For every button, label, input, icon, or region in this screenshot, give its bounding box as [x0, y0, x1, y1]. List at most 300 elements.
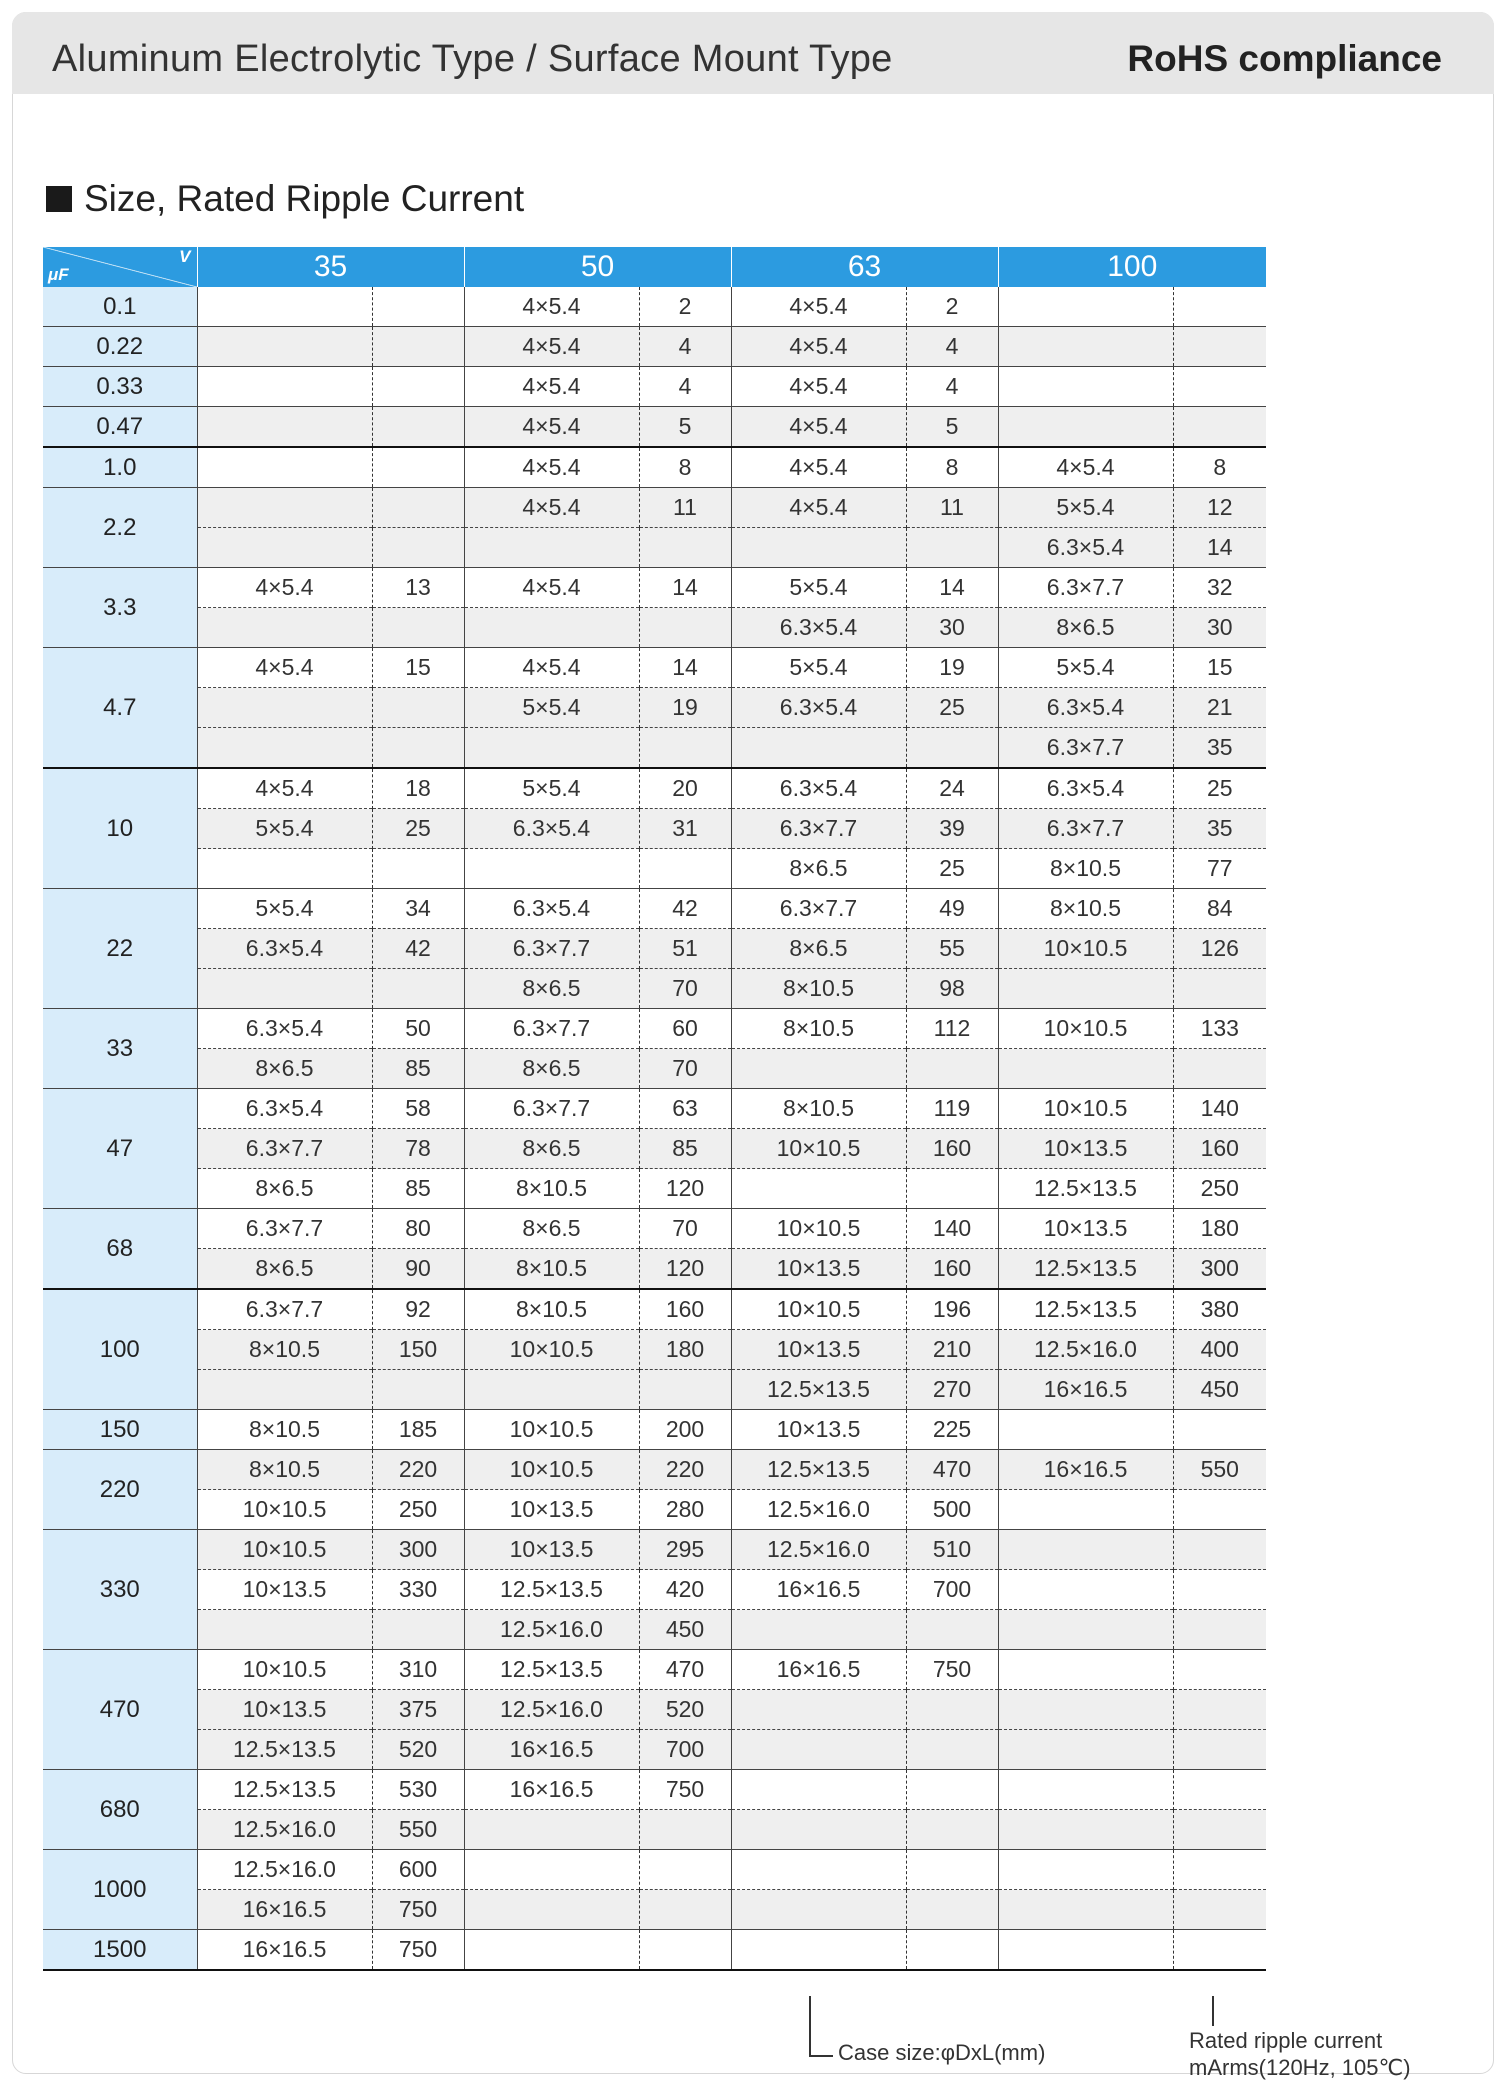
ripple-current-cell: 34 [372, 889, 464, 929]
case-size-cell [731, 728, 906, 769]
ripple-current-cell [372, 969, 464, 1009]
ripple-current-cell: 310 [372, 1650, 464, 1690]
table-row [43, 1890, 1266, 1930]
case-size-cell: 6.3×5.4 [731, 608, 906, 648]
case-size-cell: 4×5.4 [464, 367, 639, 407]
case-size-cell [998, 287, 1173, 327]
capacitance-cell: 0.22 [43, 327, 197, 367]
case-size-cell: 8×10.5 [464, 1169, 639, 1209]
ripple-current-cell: 85 [372, 1049, 464, 1089]
voltage-unit-label: V [179, 247, 191, 266]
ripple-current-cell [372, 367, 464, 407]
case-size-cell: 4×5.4 [464, 407, 639, 448]
case-size-cell: 6.3×7.7 [197, 1289, 372, 1330]
ripple-current-cell [639, 1850, 731, 1890]
page-title: Aluminum Electrolytic Type / Surface Mount Type [52, 38, 893, 80]
case-size-cell: 10×10.5 [731, 1209, 906, 1249]
ripple-current-cell: 25 [906, 849, 998, 889]
case-size-cell: 8×10.5 [731, 1009, 906, 1049]
ripple-current-cell: 280 [639, 1490, 731, 1530]
voltage-header-50: 50 [464, 247, 731, 287]
ripple-current-cell [372, 688, 464, 728]
table-row [43, 648, 1266, 688]
case-size-leader-horizontal [809, 2055, 833, 2057]
case-size-cell [998, 1770, 1173, 1810]
ripple-current-cell: 112 [906, 1009, 998, 1049]
case-size-cell: 10×13.5 [197, 1690, 372, 1730]
table-row [43, 1850, 1266, 1890]
case-size-cell: 10×13.5 [464, 1490, 639, 1530]
ripple-current-cell: 50 [372, 1009, 464, 1049]
case-size-cell: 10×10.5 [464, 1330, 639, 1370]
table-row [43, 287, 1266, 327]
ripple-current-cell: 750 [906, 1650, 998, 1690]
case-size-cell: 12.5×13.5 [464, 1650, 639, 1690]
ripple-current-cell: 470 [906, 1450, 998, 1490]
ripple-current-cell: 600 [372, 1850, 464, 1890]
ripple-current-cell [906, 1770, 998, 1810]
table-row [43, 1690, 1266, 1730]
ripple-current-cell: 14 [906, 568, 998, 608]
case-size-cell: 16×16.5 [998, 1450, 1173, 1490]
case-size-cell: 8×10.5 [197, 1330, 372, 1370]
table-row [43, 929, 1266, 969]
case-size-cell: 6.3×5.4 [464, 889, 639, 929]
case-size-cell [998, 1730, 1173, 1770]
ripple-current-cell: 550 [372, 1810, 464, 1850]
table-row [43, 1450, 1266, 1490]
case-size-cell: 4×5.4 [998, 447, 1173, 488]
case-size-cell: 8×6.5 [197, 1049, 372, 1089]
ripple-current-cell [906, 1730, 998, 1770]
ripple-current-cell [1173, 1930, 1266, 1971]
case-size-cell [998, 327, 1173, 367]
case-size-cell [197, 849, 372, 889]
ripple-current-cell: 4 [906, 327, 998, 367]
ripple-current-cell: 30 [1173, 608, 1266, 648]
ripple-current-cell [906, 1610, 998, 1650]
ripple-current-cell [1173, 1610, 1266, 1650]
case-size-cell: 10×10.5 [197, 1650, 372, 1690]
case-size-cell [464, 1810, 639, 1850]
ripple-leader-vertical [1212, 1996, 1214, 2026]
table-row [43, 1610, 1266, 1650]
ripple-current-cell: 140 [1173, 1089, 1266, 1129]
ripple-current-cell: 140 [906, 1209, 998, 1249]
case-size-cell: 6.3×5.4 [998, 768, 1173, 809]
ripple-current-cell: 12 [1173, 488, 1266, 528]
ripple-current-cell [1173, 1850, 1266, 1890]
case-size-cell: 16×16.5 [998, 1370, 1173, 1410]
case-size-cell [197, 728, 372, 769]
ripple-current-cell: 60 [639, 1009, 731, 1049]
ripple-current-cell: 92 [372, 1289, 464, 1330]
ripple-current-cell [639, 728, 731, 769]
table-row [43, 1209, 1266, 1249]
ripple-current-cell: 70 [639, 969, 731, 1009]
case-size-cell: 10×13.5 [731, 1249, 906, 1290]
case-size-cell: 4×5.4 [464, 648, 639, 688]
case-size-cell: 8×10.5 [464, 1289, 639, 1330]
ripple-current-cell: 160 [639, 1289, 731, 1330]
ripple-current-cell [372, 608, 464, 648]
ripple-current-cell [906, 1169, 998, 1209]
case-size-cell: 4×5.4 [731, 447, 906, 488]
case-size-cell [731, 1730, 906, 1770]
ripple-current-cell: 15 [372, 648, 464, 688]
capacitance-cell: 22 [43, 889, 197, 1009]
case-size-cell [731, 1930, 906, 1971]
ripple-current-cell [906, 1890, 998, 1930]
table-row [43, 1330, 1266, 1370]
table-row [43, 407, 1266, 448]
ripple-current-cell [1173, 367, 1266, 407]
case-size-cell [197, 287, 372, 327]
case-size-cell [998, 1690, 1173, 1730]
table-row [43, 688, 1266, 728]
case-size-cell: 6.3×5.4 [731, 688, 906, 728]
case-size-cell: 5×5.4 [197, 889, 372, 929]
case-size-note: Case size:φDxL(mm) [838, 2040, 1046, 2065]
ripple-current-cell: 700 [639, 1730, 731, 1770]
case-size-cell: 6.3×7.7 [731, 809, 906, 849]
case-size-cell: 6.3×5.4 [464, 809, 639, 849]
case-size-cell [464, 1890, 639, 1930]
ripple-current-cell: 119 [906, 1089, 998, 1129]
case-size-cell: 10×13.5 [998, 1209, 1173, 1249]
case-size-cell [998, 1810, 1173, 1850]
ripple-current-cell: 11 [906, 488, 998, 528]
capacitance-cell: 470 [43, 1650, 197, 1770]
table-row [43, 1249, 1266, 1290]
case-size-cell [998, 1850, 1173, 1890]
ripple-current-cell: 450 [1173, 1370, 1266, 1410]
ripple-note [1189, 2027, 1411, 2081]
case-size-cell: 8×10.5 [998, 889, 1173, 929]
section-heading [46, 178, 524, 220]
ripple-current-cell: 85 [639, 1129, 731, 1169]
case-size-cell: 8×6.5 [464, 1049, 639, 1089]
ripple-current-cell: 750 [372, 1930, 464, 1971]
capacitance-cell: 4.7 [43, 648, 197, 769]
capacitance-cell: 10 [43, 768, 197, 889]
table-row [43, 1009, 1266, 1049]
case-size-cell [197, 608, 372, 648]
ripple-current-cell: 14 [639, 568, 731, 608]
case-size-cell [197, 367, 372, 407]
table-row [43, 367, 1266, 407]
ripple-current-cell: 51 [639, 929, 731, 969]
case-size-cell [731, 1770, 906, 1810]
ripple-current-cell: 4 [639, 327, 731, 367]
ripple-current-cell: 470 [639, 1650, 731, 1690]
table-row [43, 447, 1266, 488]
ripple-current-cell: 380 [1173, 1289, 1266, 1330]
case-size-cell: 10×10.5 [197, 1530, 372, 1570]
case-size-cell: 6.3×5.4 [998, 688, 1173, 728]
table-row [43, 849, 1266, 889]
ripple-current-cell: 4 [639, 367, 731, 407]
case-size-cell: 10×10.5 [998, 1089, 1173, 1129]
case-size-cell: 12.5×13.5 [731, 1370, 906, 1410]
ripple-current-cell: 5 [906, 407, 998, 448]
table-row [43, 889, 1266, 929]
case-size-cell: 6.3×5.4 [197, 929, 372, 969]
ripple-current-cell: 85 [372, 1169, 464, 1209]
ripple-current-cell [1173, 327, 1266, 367]
case-size-cell: 4×5.4 [731, 327, 906, 367]
ripple-current-cell [1173, 1049, 1266, 1089]
ripple-current-cell: 120 [639, 1249, 731, 1290]
case-size-cell: 5×5.4 [731, 568, 906, 608]
table-row [43, 1530, 1266, 1570]
ripple-current-cell: 5 [639, 407, 731, 448]
ripple-current-cell: 98 [906, 969, 998, 1009]
ripple-current-cell: 160 [1173, 1129, 1266, 1169]
ripple-current-cell [372, 728, 464, 769]
case-size-cell [998, 1890, 1173, 1930]
ripple-current-cell: 420 [639, 1570, 731, 1610]
case-size-cell: 8×6.5 [464, 1129, 639, 1169]
case-size-cell: 6.3×7.7 [197, 1209, 372, 1249]
table-row [43, 809, 1266, 849]
capacitance-unit-label: μF [48, 265, 69, 284]
case-size-cell [998, 1570, 1173, 1610]
case-size-cell: 4×5.4 [197, 568, 372, 608]
case-size-cell: 12.5×13.5 [197, 1730, 372, 1770]
ripple-current-cell [906, 1049, 998, 1089]
table-row [43, 1810, 1266, 1850]
ripple-current-cell [639, 849, 731, 889]
ripple-current-cell: 20 [639, 768, 731, 809]
ripple-current-cell: 49 [906, 889, 998, 929]
ripple-current-cell [1173, 1690, 1266, 1730]
ripple-current-cell [639, 1370, 731, 1410]
rohs-badge: RoHS compliance [1127, 38, 1442, 79]
case-size-cell: 4×5.4 [197, 648, 372, 688]
ripple-current-cell [1173, 1530, 1266, 1570]
ripple-current-cell [372, 407, 464, 448]
ripple-current-cell: 250 [372, 1490, 464, 1530]
ripple-current-cell [906, 1810, 998, 1850]
case-size-cell [998, 1650, 1173, 1690]
ripple-current-cell: 185 [372, 1410, 464, 1450]
case-size-cell [731, 1049, 906, 1089]
case-size-cell: 8×10.5 [197, 1450, 372, 1490]
ripple-current-cell: 78 [372, 1129, 464, 1169]
ripple-current-cell [906, 1930, 998, 1971]
table-corner-header [43, 247, 197, 287]
ripple-current-cell: 63 [639, 1089, 731, 1129]
ripple-current-cell [639, 528, 731, 568]
case-size-cell [998, 1049, 1173, 1089]
ripple-current-cell: 11 [639, 488, 731, 528]
ripple-current-cell: 530 [372, 1770, 464, 1810]
case-size-cell [998, 969, 1173, 1009]
case-size-cell: 10×13.5 [998, 1129, 1173, 1169]
case-size-cell: 12.5×13.5 [197, 1770, 372, 1810]
ripple-current-cell: 2 [906, 287, 998, 327]
ripple-current-cell [1173, 969, 1266, 1009]
ripple-current-cell [372, 1610, 464, 1650]
case-size-cell [464, 1370, 639, 1410]
case-size-cell: 5×5.4 [731, 648, 906, 688]
case-size-cell: 10×10.5 [464, 1410, 639, 1450]
case-size-cell: 8×6.5 [197, 1169, 372, 1209]
case-size-cell [464, 849, 639, 889]
table-body [43, 287, 1266, 1970]
table-row [43, 969, 1266, 1009]
case-size-cell [464, 1930, 639, 1971]
case-size-cell: 6.3×7.7 [464, 1009, 639, 1049]
capacitance-cell: 33 [43, 1009, 197, 1089]
case-size-cell: 12.5×16.0 [464, 1690, 639, 1730]
capacitance-cell: 220 [43, 1450, 197, 1530]
table-row [43, 1289, 1266, 1330]
ripple-note-line2: mArms(120Hz, 105℃) [1189, 2055, 1411, 2080]
ripple-current-cell: 750 [372, 1890, 464, 1930]
case-size-cell [197, 327, 372, 367]
ripple-current-cell [1173, 1810, 1266, 1850]
case-size-cell: 4×5.4 [197, 768, 372, 809]
ripple-current-cell [639, 608, 731, 648]
ripple-current-cell: 77 [1173, 849, 1266, 889]
case-size-cell: 4×5.4 [464, 568, 639, 608]
ripple-current-cell: 42 [639, 889, 731, 929]
capacitance-cell: 47 [43, 1089, 197, 1209]
ripple-current-cell: 25 [1173, 768, 1266, 809]
table-row [43, 327, 1266, 367]
capacitance-cell: 330 [43, 1530, 197, 1650]
ripple-current-cell: 520 [639, 1690, 731, 1730]
ripple-current-cell: 180 [639, 1330, 731, 1370]
case-size-cell: 5×5.4 [464, 768, 639, 809]
case-size-cell: 4×5.4 [464, 327, 639, 367]
case-size-cell: 8×10.5 [197, 1410, 372, 1450]
case-size-cell: 16×16.5 [464, 1730, 639, 1770]
case-size-cell: 4×5.4 [731, 367, 906, 407]
case-size-cell: 6.3×7.7 [998, 728, 1173, 769]
case-size-cell [464, 608, 639, 648]
case-size-cell: 4×5.4 [731, 407, 906, 448]
case-size-cell: 8×6.5 [998, 608, 1173, 648]
ripple-current-cell: 25 [906, 688, 998, 728]
capacitance-cell: 150 [43, 1410, 197, 1450]
capacitance-cell: 0.33 [43, 367, 197, 407]
case-size-cell: 12.5×16.0 [731, 1530, 906, 1570]
case-size-cell [998, 1610, 1173, 1650]
case-size-cell: 6.3×5.4 [998, 528, 1173, 568]
ripple-current-cell: 80 [372, 1209, 464, 1249]
ripple-current-cell [372, 849, 464, 889]
capacitance-cell: 1000 [43, 1850, 197, 1930]
ripple-current-cell: 400 [1173, 1330, 1266, 1370]
ripple-note-line1: Rated ripple current [1189, 2028, 1383, 2053]
case-size-cell: 8×6.5 [731, 929, 906, 969]
case-size-cell [197, 1610, 372, 1650]
ripple-current-cell: 160 [906, 1249, 998, 1290]
case-size-cell: 12.5×13.5 [998, 1169, 1173, 1209]
table-row [43, 1169, 1266, 1209]
ripple-current-cell: 21 [1173, 688, 1266, 728]
ripple-current-cell [906, 1850, 998, 1890]
case-size-cell: 16×16.5 [464, 1770, 639, 1810]
ripple-current-cell [1173, 1730, 1266, 1770]
ripple-current-cell: 90 [372, 1249, 464, 1290]
ripple-current-cell: 31 [639, 809, 731, 849]
ripple-current-cell: 42 [372, 929, 464, 969]
capacitance-cell: 680 [43, 1770, 197, 1850]
case-size-cell: 12.5×13.5 [998, 1249, 1173, 1290]
ripple-current-cell: 70 [639, 1209, 731, 1249]
case-size-cell [731, 1690, 906, 1730]
case-size-cell: 4×5.4 [464, 447, 639, 488]
case-size-cell [197, 407, 372, 448]
ripple-current-cell: 330 [372, 1570, 464, 1610]
case-size-cell: 12.5×16.0 [731, 1490, 906, 1530]
case-size-cell [731, 1169, 906, 1209]
case-size-cell: 6.3×7.7 [998, 809, 1173, 849]
case-size-cell: 8×10.5 [731, 1089, 906, 1129]
case-size-cell [197, 1370, 372, 1410]
case-size-cell: 12.5×13.5 [731, 1450, 906, 1490]
voltage-header-63: 63 [731, 247, 998, 287]
ripple-current-cell [639, 1810, 731, 1850]
case-size-cell: 12.5×16.0 [197, 1810, 372, 1850]
case-size-cell: 6.3×7.7 [197, 1129, 372, 1169]
ripple-current-cell: 150 [372, 1330, 464, 1370]
ripple-current-cell: 550 [1173, 1450, 1266, 1490]
ripple-current-cell: 39 [906, 809, 998, 849]
ripple-current-cell: 126 [1173, 929, 1266, 969]
table-row [43, 1570, 1266, 1610]
ripple-current-cell: 210 [906, 1330, 998, 1370]
ripple-current-cell [372, 447, 464, 488]
section-title: Size, Rated Ripple Current [84, 178, 525, 219]
ripple-current-cell: 70 [639, 1049, 731, 1089]
ripple-current-cell [1173, 1410, 1266, 1450]
ripple-current-cell: 450 [639, 1610, 731, 1650]
ripple-current-cell [639, 1890, 731, 1930]
case-size-cell: 10×10.5 [731, 1129, 906, 1169]
table-row [43, 1930, 1266, 1971]
ripple-current-cell: 8 [1173, 447, 1266, 488]
case-size-cell [998, 407, 1173, 448]
ripple-current-cell [372, 327, 464, 367]
ripple-current-cell: 58 [372, 1089, 464, 1129]
case-size-cell: 6.3×5.4 [197, 1009, 372, 1049]
ripple-current-cell: 55 [906, 929, 998, 969]
case-size-cell: 16×16.5 [731, 1570, 906, 1610]
ripple-current-cell: 14 [1173, 528, 1266, 568]
black-square-icon [46, 186, 72, 212]
capacitance-cell: 3.3 [43, 568, 197, 648]
case-size-cell: 16×16.5 [197, 1890, 372, 1930]
case-size-cell: 8×10.5 [998, 849, 1173, 889]
case-size-cell [464, 728, 639, 769]
ripple-current-cell [906, 528, 998, 568]
case-size-cell [998, 367, 1173, 407]
ripple-current-cell: 196 [906, 1289, 998, 1330]
table-row [43, 488, 1266, 528]
capacitance-cell: 1500 [43, 1930, 197, 1971]
voltage-header-100: 100 [998, 247, 1266, 287]
ripple-current-cell: 500 [906, 1490, 998, 1530]
ripple-current-cell: 2 [639, 287, 731, 327]
case-size-cell: 8×10.5 [731, 969, 906, 1009]
case-size-cell: 5×5.4 [197, 809, 372, 849]
case-size-cell: 5×5.4 [998, 648, 1173, 688]
